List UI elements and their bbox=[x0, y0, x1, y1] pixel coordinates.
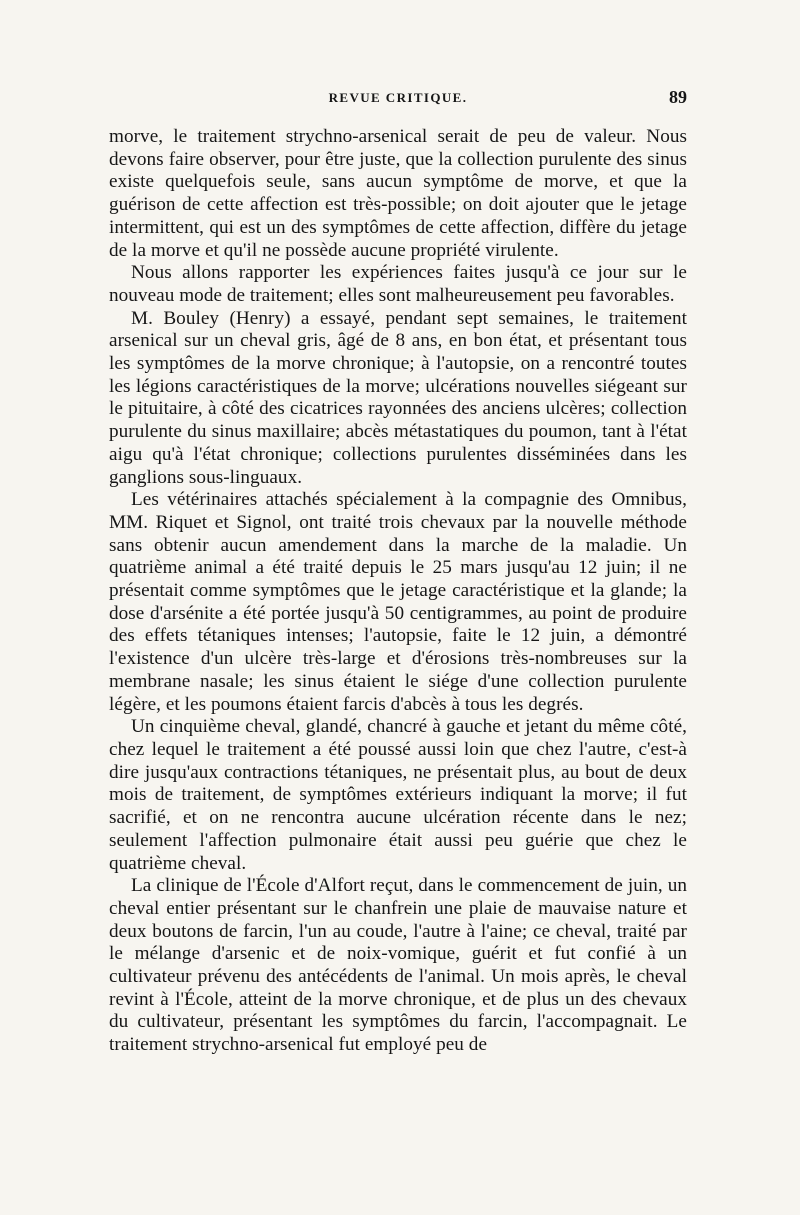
paragraph: Un cinquième cheval, glandé, chancré à gauche et jetant du même côté, chez lequel le traitement a été poussé aussi loin que chez l'autre, c'est-à dire jusqu'aux contractions tétaniques, ne présentait plus, au bout de deux mois de traitement, de symptômes extérieurs indiquant la morve; il fut sacrifié, et on ne rencontra aucune ulcération récente dans le nez; seulement l'affection pulmonaire était aussi peu guérie que chez le quatrième cheval. bbox=[109, 716, 687, 874]
body-text bbox=[109, 126, 687, 1057]
running-title: REVUE CRITIQUE. bbox=[328, 90, 468, 105]
book-page bbox=[109, 87, 687, 1057]
paragraph: Les vétérinaires attachés spécialement à la compagnie des Omnibus, MM. Riquet et Signol, ont traité trois chevaux par la nouvelle méthode sans obtenir aucun amendement dans la marche de la maladie. Un quatrième animal a été traité depuis le 25 mars jusqu'au 12 juin; il ne présentait comme symptômes que le jetage caractéristique et la glande; la dose d'arsénite a été portée jusqu'à 50 centigrammes, au point de produire des effets tétaniques intenses; l'autopsie, faite le 12 juin, a démontré l'existence d'un ulcère très-large et d'érosions très-nombreuses sur la membrane nasale; les sinus étaient le siége d'une collection purulente légère, et les poumons étaient farcis d'abcès à tous les degrés. bbox=[109, 489, 687, 715]
paragraph: Nous allons rapporter les expériences faites jusqu'à ce jour sur le nouveau mode de traitement; elles sont malheureusement peu favorables. bbox=[109, 262, 687, 306]
running-head bbox=[109, 87, 687, 120]
paragraph-continued: morve, le traitement strychno-arsenical serait de peu de valeur. Nous devons faire observer, pour être juste, que la collection purulente des sinus existe quelquefois seule, sans aucun symptôme de morve, et que la guérison de cette affection est très-possible; on doit ajouter que le jetage intermittent, qui est un des symptômes de cette affection, diffère du jetage de la morve et qu'il ne possède aucune propriété virulente. bbox=[109, 126, 687, 261]
page-number: 89 bbox=[669, 87, 687, 107]
paragraph: La clinique de l'École d'Alfort reçut, dans le commencement de juin, un cheval entier présentant sur le chanfrein une plaie de mauvaise nature et deux boutons de farcin, l'un au coude, l'autre à l'aine; ce cheval, traité par le mélange d'arsenic et de noix-vomique, guérit et fut confié à un cultivateur prévenu des antécédents de l'animal. Un mois après, le cheval revint à l'École, atteint de la morve chronique, et de plus un des chevaux du cultivateur, présentant les symptômes du farcin, l'accompagnait. Le traitement strychno-arsenical fut employé peu de bbox=[109, 875, 687, 1056]
paragraph: M. Bouley (Henry) a essayé, pendant sept semaines, le traitement arsenical sur un cheval gris, âgé de 8 ans, en bon état, et présentant tous les symptômes de la morve chronique; à l'autopsie, on a rencontré toutes les légions caractéristiques de la morve; ulcérations nouvelles siégeant sur le pituitaire, à côté des cicatrices rayonnées des anciens ulcères; collection purulente du sinus maxillaire; abcès métastatiques du poumon, tant à l'état aigu qu'à l'état chronique; collections purulentes disséminées dans les ganglions sous-linguaux. bbox=[109, 307, 687, 488]
